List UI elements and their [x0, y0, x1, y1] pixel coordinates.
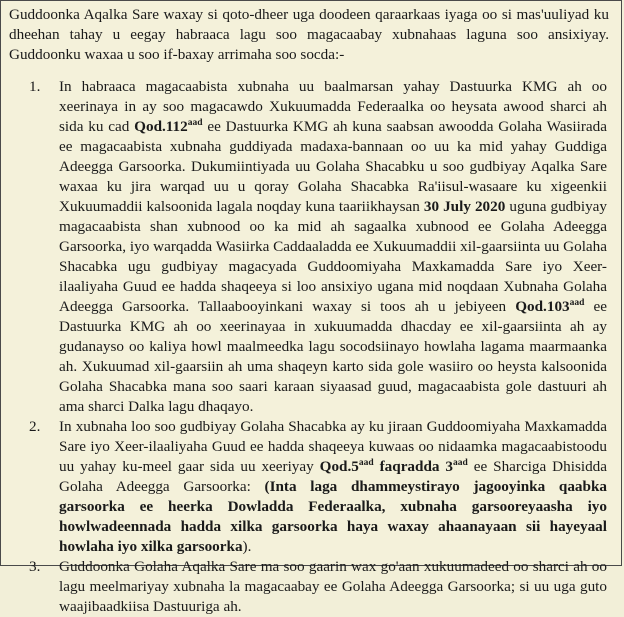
item-text: ee Dastuurka KMG ah kuna saabsan awoodda Golaha Wasiirada ee magacaabista xubnaha guddiyada madaxa-bannaan oo uu ka mid yahay Guddiga Adeegga Garsoorka. Dukumiintiyada uu Golaha Shacabku u soo gudbiyay Aqalka Sare waxaa ku jira warqad uu u qoray Golaha Shacabka Ra'iisul-wasaare ku xigeenkii Xukuumaddii kalsoonida lagala noqday kuna taariikhaysan: [59, 118, 607, 215]
item-text: ee Sharciga Dhisidda Golaha Adeegga Garsoorka:: [59, 458, 608, 495]
list-item: [29, 77, 608, 417]
quoted-law: (Inta laga dhammeystirayo jagooyinka qaabka garsoorka ee heerka Dowladda Federaalka, xubnaha garsooreyaasha iyo howlwadeennada hadda xilka garsoorka haya waxay ahaanayaan sii hayeyaal howlaha iyo xilka garsoorka: [59, 478, 607, 555]
article-reference: Qod.112$^{aad}$: [134, 118, 203, 135]
date-reference: 30 July 2020: [423, 198, 506, 215]
list-item: [29, 557, 607, 617]
item-text: ee Dastuurka KMG ah oo xeerinayaa in xukuumadda dhacday ee xil-gaarsiinta ah ay gudanayso oo kaliya howl maalmeedka lagu socodsiinayo howlaha lagama maarmaanka ah. Xukuumad xil-gaarsiin ah uma shaqeyn karto sida gole wasiiro oo heysta kalsoonida Golaha Shacabka mana soo saari karaan siyaasad guud, magacaabista gole dastuuri ah ama sharci Dalka lagu dhaqayo.: [59, 298, 608, 415]
article-reference: Qod.5$^{aad}$ faqradda $3^{aad}$: [319, 458, 468, 475]
list-item: [29, 417, 608, 557]
intro-paragraph: Guddoonka Aqalka Sare waxay si qoto-dheer uga doodeen qaraarkaas iyaga oo si mas'uuliyad ku dheehan tahay u eegay habraaca lagu soo magacaabay xubnahaas laguna soo ansixiyay. Guddoonku waxaa u soo if-baxay arrimaha soo socda:-: [9, 6, 609, 63]
item-text: ).: [242, 538, 252, 555]
item-number: 1.: [29, 78, 41, 95]
item-text: uguna gudbiyay magacaabista shan xubnood oo ka mid ah sagaalka xubnood ee Golaha Adeegga Garsoorka, iyo warqadda Wasiirka Caddaaladda ee Xukuumaddii xil-gaarsiinta uu Golaha Shacabka ugu gudbiyay magacyada Guddoomiyaha Maxkamadda Sare iyo Xeer-ilaaliyaha Guud ee hadda shaqeeya si loo ansixiyo ugana mid noqdaan Xubnaha Golaha Adeegga Garsoorka. Tallaabooyinkani waxay si toos ah u jebiyeen: [59, 198, 607, 315]
item-number: 3.: [29, 558, 41, 575]
item-text: In habraaca magacaabista xubnaha uu baalmarsan yahay Dastuurka KMG ah oo xeerinaya in ay soo magacawdo Xukuumadda Federaalka oo heysata awood sharci ah sida ku cad: [59, 78, 607, 135]
item-text: Guddoonka Golaha Aqalka Sare ma soo gaarin wax go'aan xukuumadeed oo sharci ah oo lagu meelmariyay xubnaha la magacaabay ee Golaha Adeegga Garsoorka; si uu uga guto waajibaadkiisa Dastuuriga ah.: [59, 558, 607, 615]
item-number: 2.: [29, 418, 41, 435]
article-reference: Qod.103$^{aad}$: [515, 298, 585, 315]
numbered-list: [29, 77, 608, 617]
item-text: In xubnaha loo soo gudbiyay Golaha Shacabka ay ku jiraan Guddoomiyaha Maxkamadda Sare iyo Xeer-ilaaliyaha Guud ee hadda shaqeeya kuwaas oo nidaamka magacaabistoodu uu yahay ku-meel gaar sida uu xeeriyay: [59, 418, 607, 475]
